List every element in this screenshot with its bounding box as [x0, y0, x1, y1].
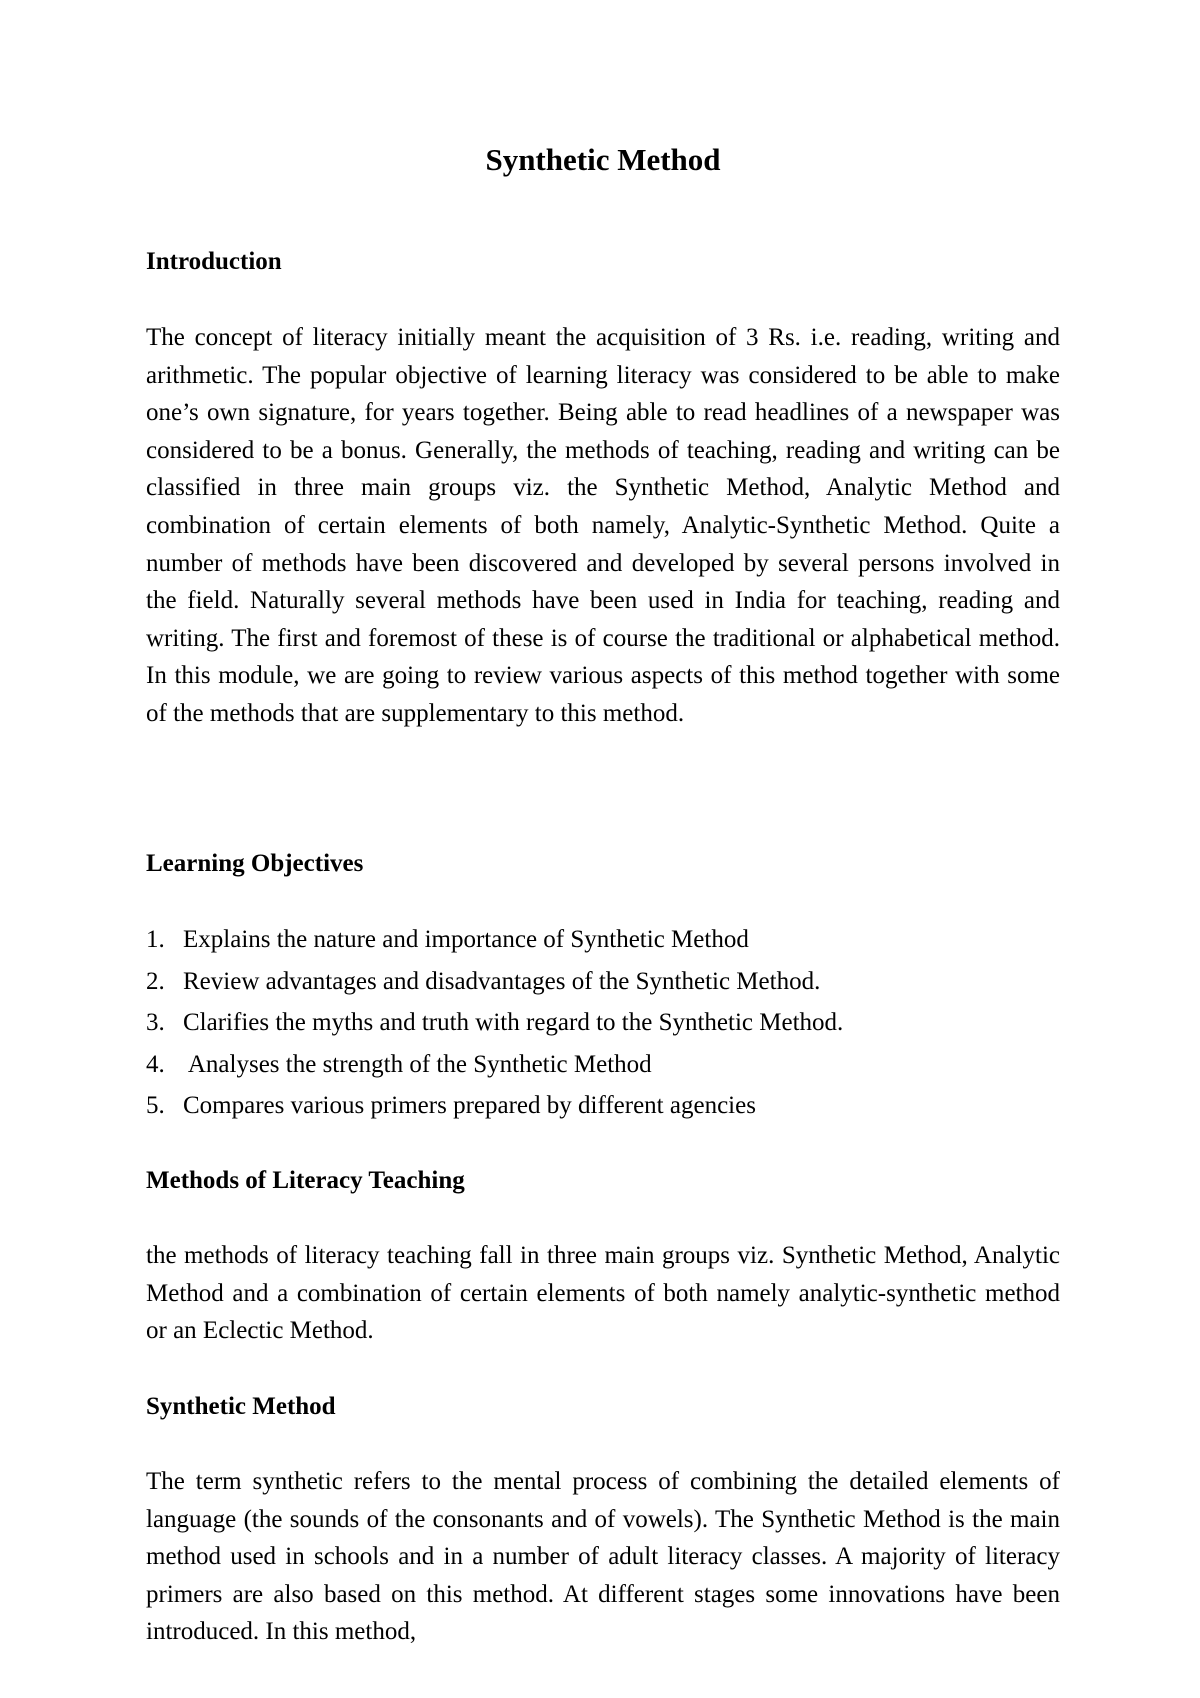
objective-number: 4.	[146, 1050, 165, 1078]
objective-item	[146, 1004, 1060, 1046]
objective-text: Analyses the strength of the Synthetic Method	[183, 1050, 652, 1078]
synthetic-method-heading: Synthetic Method	[146, 1393, 336, 1420]
introduction-paragraph: The concept of literacy initially meant the acquisition of 3 Rs. i.e. reading, writing and arithmetic. The popular objective of learning literacy was considered to be able to make one’s own signature, for years together. Being able to read headlines of a newspaper was considered to be a bonus. Generally, the methods of teaching, reading and writing can be classified in three main groups viz. the Synthetic Method, Analytic Method and combination of certain elements of both namely, Analytic-Synthetic Method. Quite a number of methods have been discovered and developed by several persons involved in the field. Naturally several methods have been used in India for teaching, reading and writing. The first and foremost of these is of course the traditional or alphabetical method. In this module, we are going to review various aspects of this method together with some of the methods that are supplementary to this method.	[146, 324, 1060, 727]
learning-objectives-heading: Learning Objectives	[146, 850, 364, 877]
objective-text: Clarifies the myths and truth with regard to the Synthetic Method.	[183, 1009, 844, 1036]
objective-number: 1.	[146, 926, 165, 953]
objective-text: Review advantages and disadvantages of the Synthetic Method.	[183, 967, 821, 995]
objective-item	[146, 963, 1060, 1005]
objective-number: 5.	[146, 1092, 165, 1119]
methods-paragraph: the methods of literacy teaching fall in three main groups viz. Synthetic Method, Analytic Method and a combination of certain elements of both namely analytic-synthetic method or an Eclectic Method.	[146, 1242, 1060, 1345]
synthetic-method-paragraph: The term synthetic refers to the mental process of combining the detailed elements of language (the sounds of the consonants and of vowels). The Synthetic Method is the main method used in schools and in a number of adult literacy classes. A majority of literacy primers are also based on this method. At different stages some innovations have been introduced. In this method,	[146, 1468, 1060, 1646]
objective-item	[146, 1046, 1060, 1088]
objective-text: Explains the nature and importance of Synthetic Method	[183, 926, 749, 953]
methods-heading: Methods of Literacy Teaching	[146, 1167, 465, 1194]
objective-item	[146, 921, 1060, 963]
learning-objectives-list	[146, 921, 1060, 1129]
objective-item	[146, 1087, 1060, 1129]
document-title: Synthetic Method	[485, 142, 721, 177]
objective-number: 2.	[146, 967, 165, 995]
objective-number: 3.	[146, 1009, 165, 1036]
objective-text: Compares various primers prepared by different agencies	[183, 1092, 756, 1119]
introduction-heading: Introduction	[146, 248, 282, 275]
